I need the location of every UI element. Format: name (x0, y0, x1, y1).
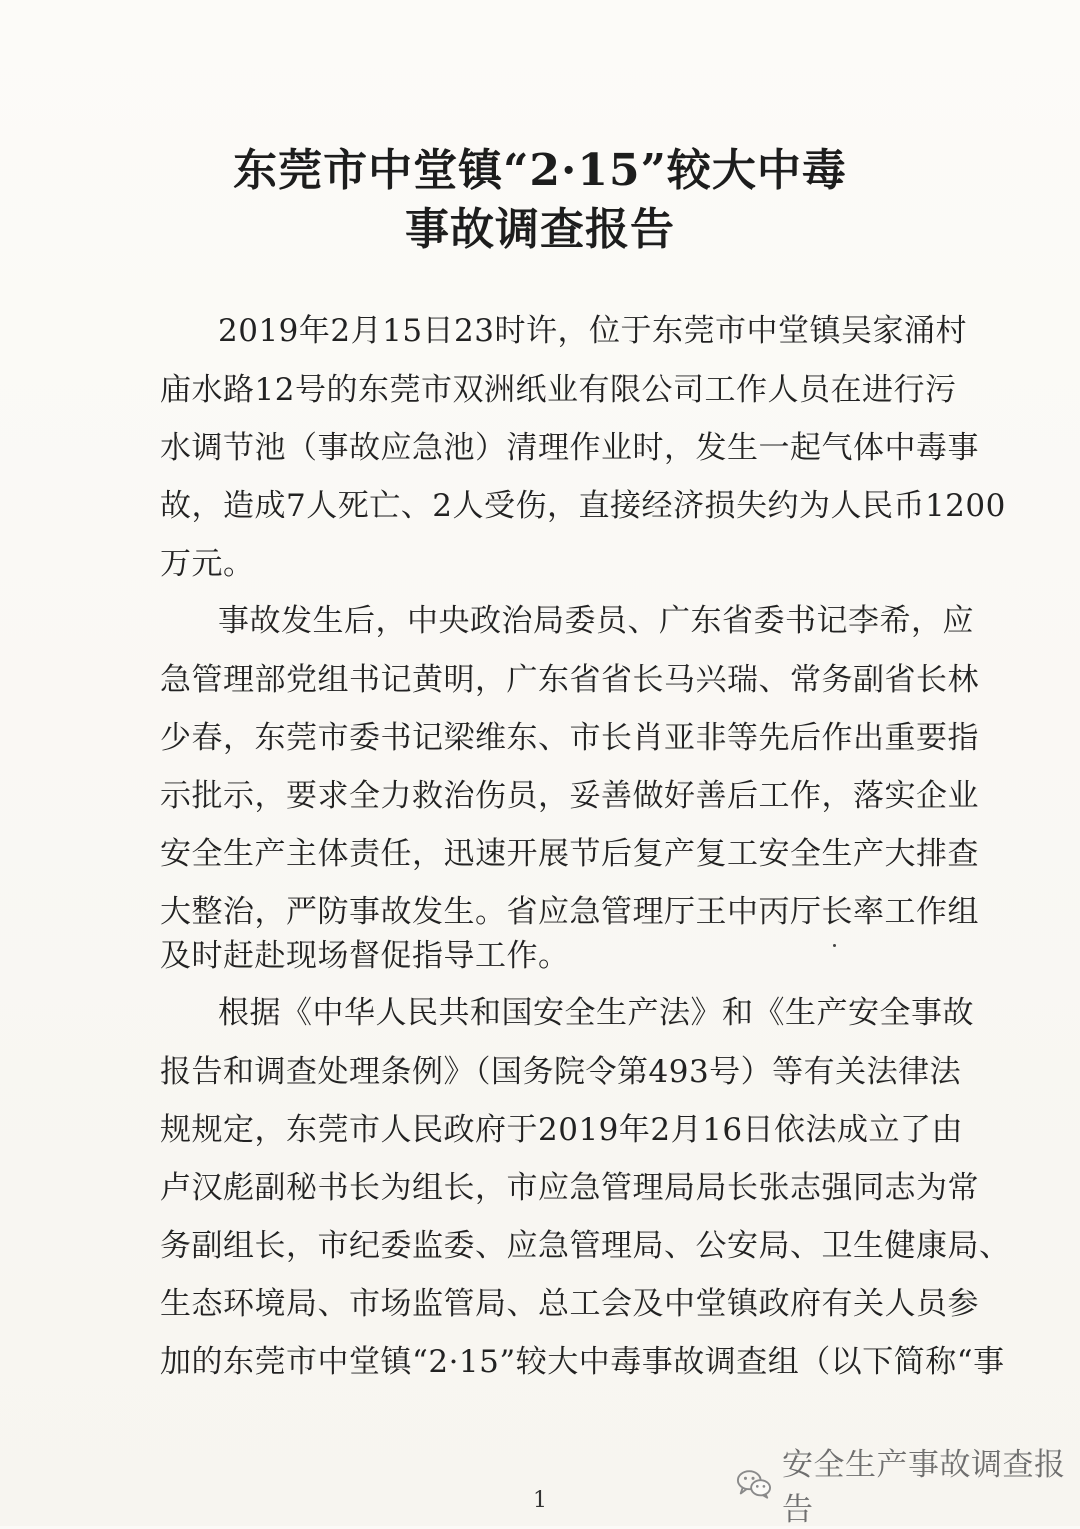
text-line: 报告和调查处理条例》（国务院令第493号）等有关法律法 (160, 1054, 962, 1090)
text-line: 万元。 (160, 546, 255, 582)
text-line: 根据《中华人民共和国安全生产法》和《生产安全事故 (218, 995, 974, 1031)
text-line: 加的东莞市中堂镇“2·15”较大中毒事故调查组（以下简称“事 (160, 1344, 1005, 1380)
text-line: 少春，东莞市委书记梁维东、市长肖亚非等先后作出重要指 (160, 720, 979, 756)
title-line-1: 东莞市中堂镇“2·15”较大中毒 (233, 145, 847, 196)
scan-speck (833, 944, 836, 947)
page-number: 1 (533, 1488, 547, 1513)
text-line: 2019年2月15日23时许，位于东莞市中堂镇吴家涌村 (218, 313, 968, 349)
text-line: 务副组长，市纪委监委、应急管理局、公安局、卫生健康局、 (160, 1228, 1011, 1264)
wechat-icon (736, 1468, 772, 1500)
title-line-2: 事故调查报告 (405, 204, 675, 255)
text-line: 大整治，严防事故发生。省应急管理厅王中丙厅长率工作组 (160, 894, 979, 930)
text-line: 规规定，东莞市人民政府于2019年2月16日依法成立了由 (160, 1112, 964, 1148)
text-line: 水调节池（事故应急池）清理作业时，发生一起气体中毒事 (160, 430, 979, 466)
text-line: 急管理部党组书记黄明，广东省省长马兴瑞、常务副省长林 (160, 662, 979, 698)
text-line: 庙水路12号的东莞市双洲纸业有限公司工作人员在进行污 (160, 372, 957, 408)
text-line: 及时赶赴现场督促指导工作。 (160, 938, 570, 974)
text-line: 事故发生后，中央政治局委员、广东省委书记李希，应 (218, 603, 974, 639)
text-line: 故，造成7人死亡、2人受伤，直接经济损失约为人民币1200 (160, 488, 1006, 524)
text-line: 安全生产主体责任，迅速开展节后复产复工安全生产大排查 (160, 836, 979, 872)
watermark-label: 安全生产事故调查报告 (781, 1447, 1066, 1528)
text-line: 生态环境局、市场监管局、总工会及中堂镇政府有关人员参 (160, 1286, 979, 1322)
text-line: 示批示，要求全力救治伤员，妥善做好善后工作，落实企业 (160, 778, 979, 814)
text-line: 卢汉彪副秘书长为组长，市应急管理局局长张志强同志为常 (160, 1170, 979, 1206)
wechat-watermark (736, 1447, 1080, 1528)
